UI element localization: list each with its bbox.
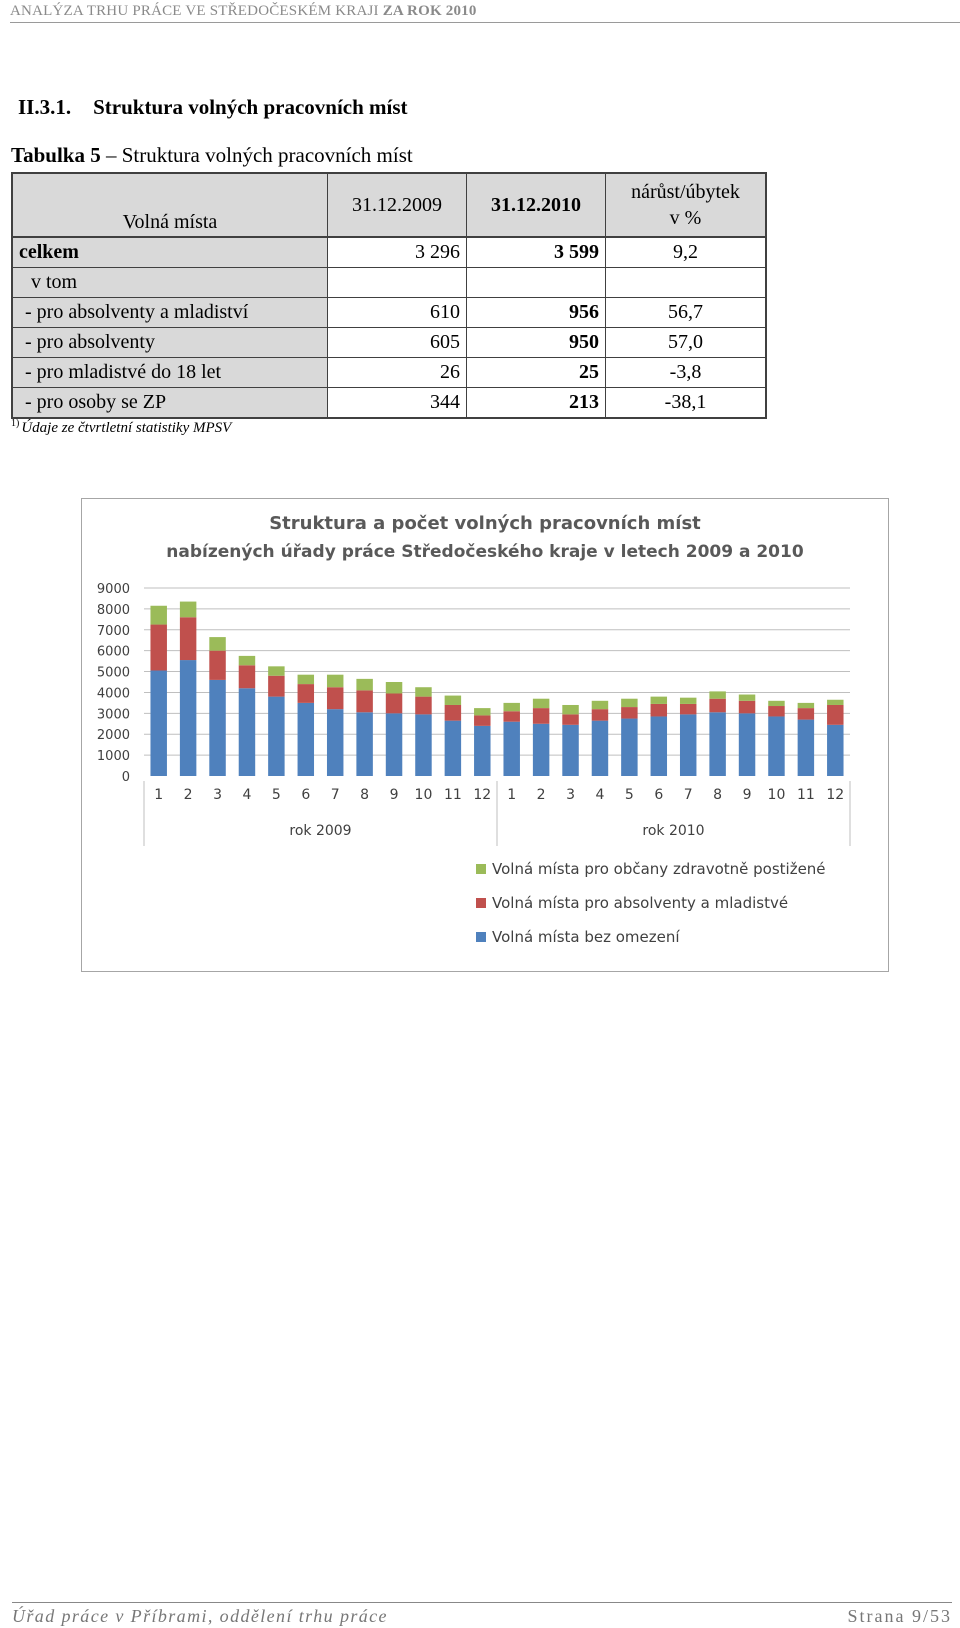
legend-label: Volná místa pro občany zdravotně postižené: [492, 860, 826, 878]
bar-segment-1: [415, 714, 431, 776]
footer-office: Úřad práce v Příbrami, oddělení trhu práce: [12, 1606, 388, 1626]
bar-segment-1: [386, 713, 402, 776]
x-tick-label: 2: [183, 787, 193, 803]
legend-swatch: [476, 932, 486, 942]
bar-segment-3: [592, 701, 608, 709]
footnote-mark: 1): [11, 418, 20, 429]
header-volna-mista: Volná místa: [12, 173, 328, 237]
bar-segment-1: [180, 660, 196, 776]
y-tick-label: 1000: [96, 749, 130, 765]
header-change-line2: v %: [669, 207, 702, 229]
x-tick-label: 11: [443, 787, 462, 803]
legend-label: Volná místa bez omezení: [492, 928, 680, 946]
row-change: 57,0: [606, 328, 767, 358]
footnote-text: Údaje ze čtvrtletní statistiky MPSV: [21, 420, 232, 436]
x-tick-label: 7: [330, 787, 340, 803]
bar-segment-1: [562, 725, 578, 776]
running-title: ANALÝZA TRHU PRÁCE VE STŘEDOČESKÉM KRAJI: [10, 3, 379, 19]
row-label: - pro absolventy: [12, 328, 328, 358]
row-label: celkem: [12, 237, 328, 268]
bar-segment-1: [474, 726, 490, 776]
bar-segment-1: [768, 716, 784, 776]
row-change: [606, 268, 767, 298]
header-change: [606, 173, 767, 237]
table-caption: [11, 143, 413, 168]
table-caption-label: Tabulka 5: [11, 143, 101, 167]
x-tick-label: 9: [389, 787, 399, 803]
bar-segment-3: [239, 656, 255, 665]
row-value-2009: [328, 268, 467, 298]
bar-segment-1: [592, 721, 608, 776]
header-2009: 31.12.2009: [328, 173, 467, 237]
bar-segment-3: [415, 687, 431, 696]
bar-segment-2: [445, 705, 461, 721]
table-row: [12, 237, 766, 268]
running-title-bold: ZA ROK 2010: [382, 3, 477, 19]
bar-segment-2: [386, 693, 402, 713]
bar-segment-3: [268, 666, 284, 675]
bar-segment-2: [474, 715, 490, 725]
x-tick-label: 12: [826, 787, 845, 803]
header-2010: 31.12.2010: [467, 173, 606, 237]
x-tick-label: 5: [624, 787, 634, 803]
bar-segment-3: [503, 703, 519, 711]
bar-segment-1: [445, 721, 461, 776]
x-tick-label: 1: [507, 787, 517, 803]
table-caption-text: Struktura volných pracovních míst: [121, 143, 413, 167]
bar-segment-3: [180, 602, 196, 618]
table-header-row: [12, 173, 766, 237]
x-tick-label: 6: [654, 787, 664, 803]
table-row: [12, 328, 766, 358]
bar-segment-3: [150, 606, 166, 625]
y-tick-label: 7000: [96, 623, 130, 639]
bar-segment-1: [709, 712, 725, 776]
bar-segment-2: [562, 714, 578, 724]
bar-segment-2: [503, 711, 519, 721]
bar-segment-1: [239, 688, 255, 776]
section-title: Struktura volných pracovních míst: [93, 95, 408, 119]
bar-segment-3: [356, 679, 372, 690]
section-number: II.3.1.: [18, 95, 72, 119]
bar-segment-3: [680, 698, 696, 704]
bar-segment-2: [327, 687, 343, 709]
bar-segment-3: [827, 700, 843, 705]
bar-segment-1: [621, 719, 637, 776]
bar-segment-2: [180, 617, 196, 660]
running-header: [10, 0, 960, 23]
group-label: rok 2009: [289, 823, 352, 839]
bar-segment-2: [592, 709, 608, 720]
x-tick-label: 5: [271, 787, 281, 803]
row-value-2009: 605: [328, 328, 467, 358]
bar-segment-1: [680, 714, 696, 776]
x-tick-label: 8: [713, 787, 723, 803]
x-tick-label: 10: [767, 787, 786, 803]
bar-segment-3: [386, 682, 402, 693]
header-change-line1: nárůst/úbytek: [631, 181, 740, 203]
legend-label: Volná místa pro absolventy a mladistvé: [492, 894, 789, 912]
row-label: v tom: [12, 268, 328, 298]
row-value-2010: 25: [467, 358, 606, 388]
x-tick-label: 12: [473, 787, 492, 803]
x-tick-label: 3: [213, 787, 223, 803]
y-tick-label: 0: [121, 770, 130, 785]
bar-segment-2: [209, 651, 225, 680]
footer-page-number: Strana 9/53: [847, 1606, 952, 1626]
x-tick-label: 11: [796, 787, 815, 803]
row-label: - pro absolventy a mladiství: [12, 298, 328, 328]
bar-segment-2: [533, 708, 549, 724]
row-value-2010: 3 599: [467, 237, 606, 268]
row-value-2009: 344: [328, 388, 467, 419]
row-value-2010: 213: [467, 388, 606, 419]
y-tick-label: 8000: [96, 602, 130, 618]
y-tick-label: 6000: [96, 644, 130, 660]
row-value-2009: 26: [328, 358, 467, 388]
bar-segment-3: [768, 701, 784, 706]
row-label: - pro osoby se ZP: [12, 388, 328, 419]
bar-segment-2: [827, 705, 843, 725]
row-change: 9,2: [606, 237, 767, 268]
bar-segment-3: [474, 708, 490, 715]
bar-segment-3: [533, 699, 549, 708]
bar-segment-3: [651, 697, 667, 704]
x-tick-label: 1: [154, 787, 164, 803]
bar-segment-1: [503, 722, 519, 776]
row-value-2010: 950: [467, 328, 606, 358]
bar-segment-1: [651, 716, 667, 776]
row-change: -3,8: [606, 358, 767, 388]
row-value-2010: 956: [467, 298, 606, 328]
bar-segment-2: [298, 684, 314, 703]
y-tick-label: 5000: [96, 665, 130, 681]
table-row: [12, 358, 766, 388]
bar-segment-2: [798, 708, 814, 719]
bar-segment-1: [356, 712, 372, 776]
bar-segment-1: [268, 697, 284, 776]
bar-segment-2: [621, 707, 637, 718]
bar-segment-2: [415, 697, 431, 715]
bar-segment-2: [680, 704, 696, 714]
x-tick-label: 9: [742, 787, 752, 803]
bar-segment-1: [298, 703, 314, 776]
y-tick-label: 2000: [96, 728, 130, 744]
x-tick-label: 3: [566, 787, 576, 803]
bar-segment-2: [356, 690, 372, 712]
x-tick-label: 2: [536, 787, 546, 803]
bar-segment-3: [739, 695, 755, 701]
bar-segment-3: [445, 696, 461, 705]
bar-segment-3: [562, 705, 578, 714]
bar-segment-2: [268, 676, 284, 697]
x-tick-label: 10: [414, 787, 433, 803]
bar-segment-3: [209, 637, 225, 651]
bar-segment-2: [651, 704, 667, 717]
row-change: -38,1: [606, 388, 767, 419]
page-footer: [12, 1602, 952, 1626]
x-tick-label: 8: [360, 787, 370, 803]
bar-segment-3: [798, 703, 814, 708]
bar-segment-2: [768, 706, 784, 716]
bar-segment-2: [150, 625, 166, 671]
bar-segment-2: [239, 665, 255, 688]
table-row: [12, 388, 766, 419]
x-tick-label: 4: [595, 787, 605, 803]
bar-segment-3: [709, 691, 725, 698]
bar-segment-1: [150, 671, 166, 776]
table-row: [12, 268, 766, 298]
legend-swatch: [476, 864, 486, 874]
bar-segment-2: [739, 701, 755, 714]
x-tick-label: 6: [301, 787, 311, 803]
group-label: rok 2010: [642, 823, 705, 839]
bar-segment-3: [298, 675, 314, 684]
y-tick-label: 3000: [96, 707, 130, 723]
table-row: [12, 298, 766, 328]
table-footnote: [11, 418, 231, 437]
row-value-2010: [467, 268, 606, 298]
bar-segment-3: [621, 699, 637, 707]
bar-segment-2: [709, 699, 725, 713]
chart-subtitle: nabízených úřady práce Středočeského kraje v letech 2009 a 2010: [166, 542, 804, 562]
section-heading: [18, 95, 408, 120]
row-value-2009: 3 296: [328, 237, 467, 268]
row-change: 56,7: [606, 298, 767, 328]
vacancy-structure-table: [11, 172, 767, 419]
row-label: - pro mladistvé do 18 let: [12, 358, 328, 388]
bar-segment-1: [827, 725, 843, 776]
y-tick-label: 4000: [96, 686, 130, 702]
x-tick-label: 7: [683, 787, 693, 803]
bar-segment-1: [739, 713, 755, 776]
table-caption-dash: –: [100, 143, 122, 167]
bar-segment-1: [533, 724, 549, 776]
y-tick-label: 9000: [96, 582, 130, 597]
bar-segment-1: [209, 680, 225, 776]
chart-title: Struktura a počet volných pracovních míst: [269, 513, 701, 534]
bar-segment-3: [327, 675, 343, 688]
bar-segment-1: [327, 709, 343, 776]
chart-canvas: [82, 499, 888, 971]
x-tick-label: 4: [242, 787, 252, 803]
legend-swatch: [476, 898, 486, 908]
row-value-2009: 610: [328, 298, 467, 328]
vacancy-chart: [81, 498, 889, 972]
bar-segment-1: [798, 720, 814, 776]
